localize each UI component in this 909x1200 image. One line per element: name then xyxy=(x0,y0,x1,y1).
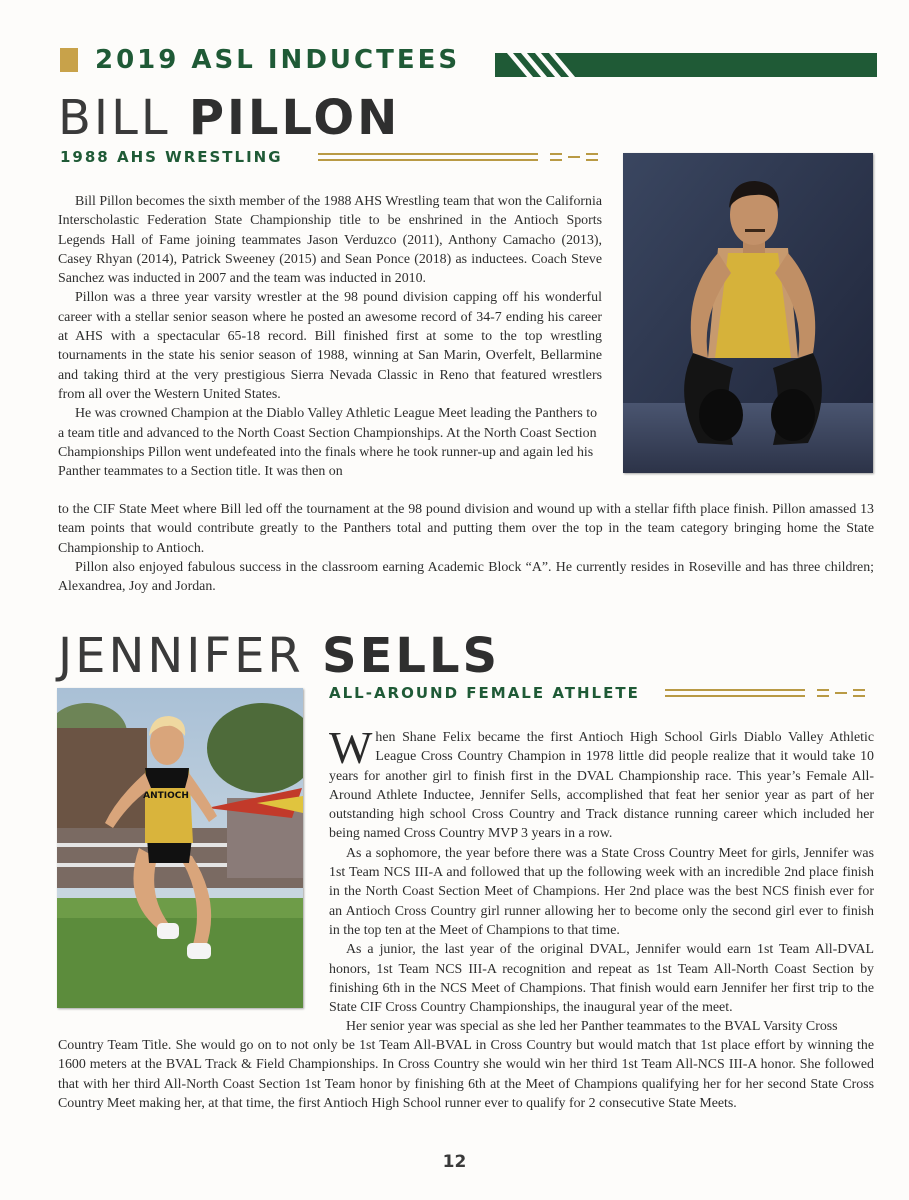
last-name: SELLS xyxy=(322,628,501,684)
bio-paragraph: to the CIF State Meet where Bill led off the tournament at the 98 pound division and wound up with a stellar fifth place finish. Pillon amassed 13 team points that would contribute greatly to the Panthers total and putting them over the top in the team category bringing home the State Championship to Antioch. xyxy=(58,502,874,556)
page-number: 12 xyxy=(442,1152,467,1172)
inductee-subtitle: ALL-AROUND FEMALE ATHLETE xyxy=(329,684,640,702)
runner-action-photo xyxy=(57,688,303,1008)
bio-paragraph: He was crowned Champion at the Diablo Valley Athletic League Meet leading the Panthers to a team title and advanced to the North Coast Section Championships. At the North Coast Section Championships Pillon went undefeated into the finals where he took runner-up and again led his Panther teammates to a Section title. It was then on xyxy=(58,406,598,480)
gold-rule xyxy=(665,688,875,698)
jennifer-sells-bio-upper xyxy=(329,722,874,1037)
header-gold-square xyxy=(60,48,78,72)
first-name: JENNIFER xyxy=(58,628,304,684)
bio-paragraph: Bill Pillon becomes the sixth member of the 1988 AHS Wrestling team that won the California Interscholastic Federation State Championship title to be enshrined in the Antioch Sports Legends Hall of Fame joining teammates Jason Verduzco (2011), Anthony Camacho (2013), Casey Rhyan (2014), Patrick Sweeney (2015) and Sean Ponce (2018) as inductees. Coach Steve Sanchez was inducted in 2007 and the team was inducted in 2010. xyxy=(58,194,602,287)
wrestler-portrait-image xyxy=(623,153,873,473)
drop-cap: W xyxy=(329,722,373,773)
bio-paragraph: Country Team Title. She would go on to not only be 1st Team All-BVAL in Cross Country but would match that 1st place effort by winning the 1600 meters at the BVAL Track & Field Championships. In Cross Country she would win her third 1st Team All-NCS III-A honor. She followed that with her third All-North Coast Section 1st Team honor by finishing 6th at the Meet of Champions qualifying her for her second State Cross Country Meet making her, at that time, the first Antioch High School runner ever to qualify for 2 consecutive State Meets. xyxy=(58,1038,874,1111)
inductee-name-bill-pillon xyxy=(58,90,400,146)
wrestler-portrait-photo xyxy=(623,153,873,473)
bio-paragraph xyxy=(329,722,874,844)
header-green-bar xyxy=(495,53,877,77)
bill-pillon-bio-lower xyxy=(58,500,874,596)
bio-paragraph: As a junior, the last year of the original DVAL, Jennifer would earn 1st Team All-DVAL honors, 1st Team NCS III-A recognition and repeat as 1st Team All-North Coast Section by finishing 6th in the NCS Meet of Champions. That finish would earn Jennifer her first trip to the State CIF Cross Country Championships, the inaugural year of the meet. xyxy=(329,942,874,1016)
last-name: PILLON xyxy=(188,90,401,146)
first-name: BILL xyxy=(58,90,171,146)
bio-paragraph-text: hen Shane Felix became the first Antioch High School Girls Diablo Valley Athletic League Cross Country Champion in 1978 little did people realize that it would take 10 years for another girl to finish first in the DVAL Championship race. This year’s Female All-Around Athlete Inductee, Jennifer Sells, accomplished that feat her senior year as part of her outstanding high school Cross Country and Track distance running career which included her being named Cross Country MVP 3 years in a row. xyxy=(329,730,874,842)
jennifer-sells-bio-lower xyxy=(58,1036,874,1113)
jersey-text: ANTIOCH xyxy=(143,791,189,801)
inductee-subtitle: 1988 AHS WRESTLING xyxy=(60,148,283,166)
bio-paragraph: Pillon also enjoyed fabulous success in the classroom earning Academic Block “A”. He currently resides in Roseville and has three children; Alexandrea, Joy and Jordan. xyxy=(58,559,874,595)
inductee-name-jennifer-sells xyxy=(58,628,500,684)
bio-paragraph: Her senior year was special as she led her Panther teammates to the BVAL Varsity Cross xyxy=(346,1019,838,1035)
gold-rule xyxy=(318,152,604,162)
runner-action-image xyxy=(57,688,303,1008)
bio-paragraph: As a sophomore, the year before there was a State Cross Country Meet for girls, Jennifer was 1st Team NCS III-A and followed that up the following week with an incredible 2nd place finish in the North Coast Section Meet of Champions. Her 2nd place was the best NCS finish ever for an Antioch Cross Country girl runner allowing her to become only the second girl ever to finish in the top ten at the Meet of Champions to that time. xyxy=(329,845,874,938)
bill-pillon-bio-upper xyxy=(58,192,602,481)
bio-paragraph: Pillon was a three year varsity wrestler at the 98 pound division capping off his wonderful career with a stellar senior season where he posted an awesome record of 34-7 ending his career at AHS with a spectacular 65-18 record. Bill finished first at some to the top wrestling tournaments in the state his senior season of 1988, winning at San Marin, Overfelt, Bellarmine and taking third at the very prestigious Sierra Nevada Classic in Reno that featured wrestlers from all over the Western United States. xyxy=(58,290,602,402)
section-header-title: 2019 ASL INDUCTEES xyxy=(95,45,461,75)
